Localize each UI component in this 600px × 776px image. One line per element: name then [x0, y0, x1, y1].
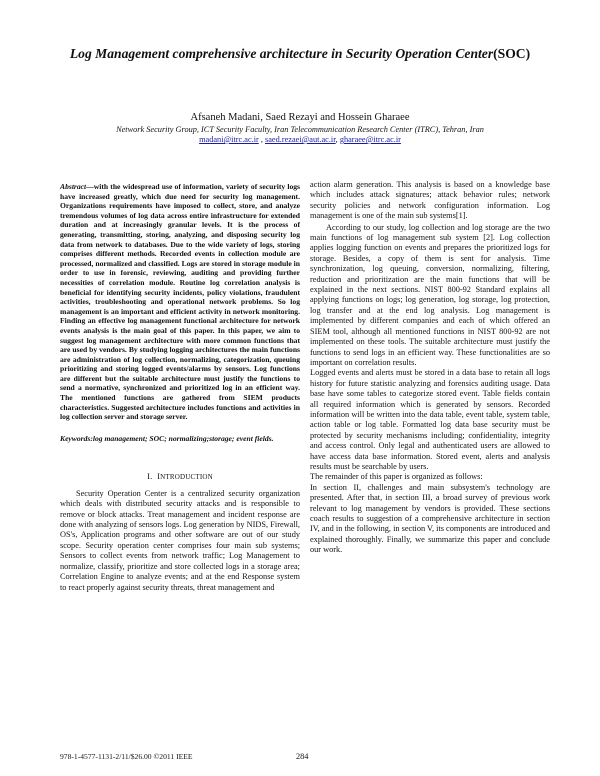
page-number: 284 — [296, 752, 309, 761]
body-paragraph: Logged events and alerts must be stored in a data base to retain all logs history for future statistic analyzing and forensics auditing usage. Data base have some tables to categorize stored event. Table fields contain all required information which is generated by sensors. Recorded information will be written into the data table, event table, system table, action table or log table. Formatted log data base security must be protected by security mechanisms including; confidentiality, integrity and access control. Only legal and authenticated users are allowed to have access data base information. Stored event, alerts and analysis results must be searchable by users. — [310, 368, 550, 471]
left-column — [60, 182, 300, 593]
copyright-line: 978-1-4577-1131-2/11/$26.00 ©2011 IEEE — [60, 752, 193, 761]
abstract-lead: Abstract — [60, 182, 87, 191]
intro-paragraph: Security Operation Center is a centralized security organization which deals with distributed security attacks and is responsible to remove or block attacks. Treat management and incident response are done with analyzing of sensors logs. Log generation by NIDS, Firewall, OS's, Application programs and other software are out of our study scope. Security operation center comprises four main sub systems; Sensors to collect events from network traffic; Log Management to normalize, classify, prioritize and store collected logs in a storage area; Correlation Engine to analyze events; and at the end Response system to react properly against security threats, threat management and — [60, 488, 300, 592]
section-number: I. — [147, 471, 153, 482]
right-column — [310, 180, 550, 556]
abstract — [60, 182, 300, 422]
body-paragraph: In section II, challenges and main subsystem's technology are presented. After that, in section III, a broad survey of previous work relevant to log management by vendors is provided. These sections coach results to suggestion of a comprehensive architecture in section IV, and in the following, in section V, its components are introduced and explained thoroughly. Finally, we summarize this paper and conclude our work. — [310, 482, 550, 555]
keywords: Keywords:log management; SOC; normalizing;storage; event fields. — [60, 433, 274, 443]
body-paragraph: The remainder of this paper is organized as follows: — [310, 472, 483, 482]
title-main: Log Management comprehensive architecture in Security Operation Center — [69, 46, 494, 61]
email-separator: , — [335, 135, 340, 144]
email-separator: , — [258, 135, 266, 144]
email-list — [40, 135, 560, 145]
paper-title — [40, 46, 560, 62]
email-link-madani[interactable]: madani@itrc.ac.ir — [199, 135, 259, 144]
title-suffix: (SOC) — [493, 46, 531, 61]
section-title-rest: NTRODUCTION — [160, 473, 213, 482]
section-title-cap: I — [157, 471, 161, 482]
body-paragraph: action alarm generation. This analysis is based on a knowledge base which includes attack signatures; attack behavior rules; network security policies and network configuration information. Log management is one of the main sub systems[1]. — [310, 180, 550, 221]
abstract-text: —with the widespread use of information, variety of security logs have increased greatly, which due need for security log management. Organizations requirements have imposed to collect, store, and analyze tremendous volumes of log data across entire infrastructure for extended duration and at increasingly granular levels. It is the process of generating, transmitting, storing, analyzing, and disposing security log data from network to databases. Due to the wide variety of logs, storing comprises different methods. Recorded events in collection module are processed, normalized and classified. Logs are stored in storage module in order to use in forensic, reviewing, auditing and providing further necessities of correlation module. Routine log correlation analysis is beneficial for identifying security incidents, policy violations, fraudulent activities, troubleshooting and operational network problems. So log management is an important and efficient activity in network monitoring. Finding an effective log management functional architecture for network events analysis is the main goal of this paper. In this paper, we aim to suggest log management architecture with more common functions that are used by vendors. By studying logging architectures the main functions are administration of log collection, normalizing, categorization, queuing prioritizing and storing logged events/alarms by sensors. Log functions are different but the suitable architecture must justify the functions to send a normative, synchronized and prioritized log in an efficient way. The mentioned functions are gathered from SIEM products characteristics. Suggested architecture includes functions and activities in log collection server and storage server. — [60, 182, 300, 422]
email-link-gharaee[interactable]: gharaee@itrc.ac.ir — [339, 135, 401, 144]
email-link-rezayi[interactable]: saed.rezaei@aut.ac.ir — [265, 135, 336, 144]
body-paragraph: According to our study, log collection and log storage are the two main functions of log management sub system [2]. Log collection applies logging function on events and prepares the prioritized logs for storage. Besides, a copy of them is sent for analysis. Time synchronization, log queuing, conversion, normalizing, filtering, reduction and prioritization are the main functions that will be explained in the next sections. NIST 800-92 Standard explains all applying functions on logs; log generation, log storage, log protection, log transfer and at the end log analysis. Log management is implemented by different companies and each of which offered an SIEM tool, although all mentioned functions in NIST 800-92 are not implemented on these tools. The suitable architecture must justify the functions to send logs in an efficient way. These functionalities are so important on correlation results. — [310, 222, 550, 367]
affiliation: Network Security Group, ICT Security Faculty, Iran Telecommunication Research Center (ITRC), Tehran, Iran — [116, 125, 484, 134]
author-list: Afsaneh Madani, Saed Rezayi and Hossein Gharaee — [190, 112, 410, 123]
section-heading-introduction — [60, 471, 300, 482]
